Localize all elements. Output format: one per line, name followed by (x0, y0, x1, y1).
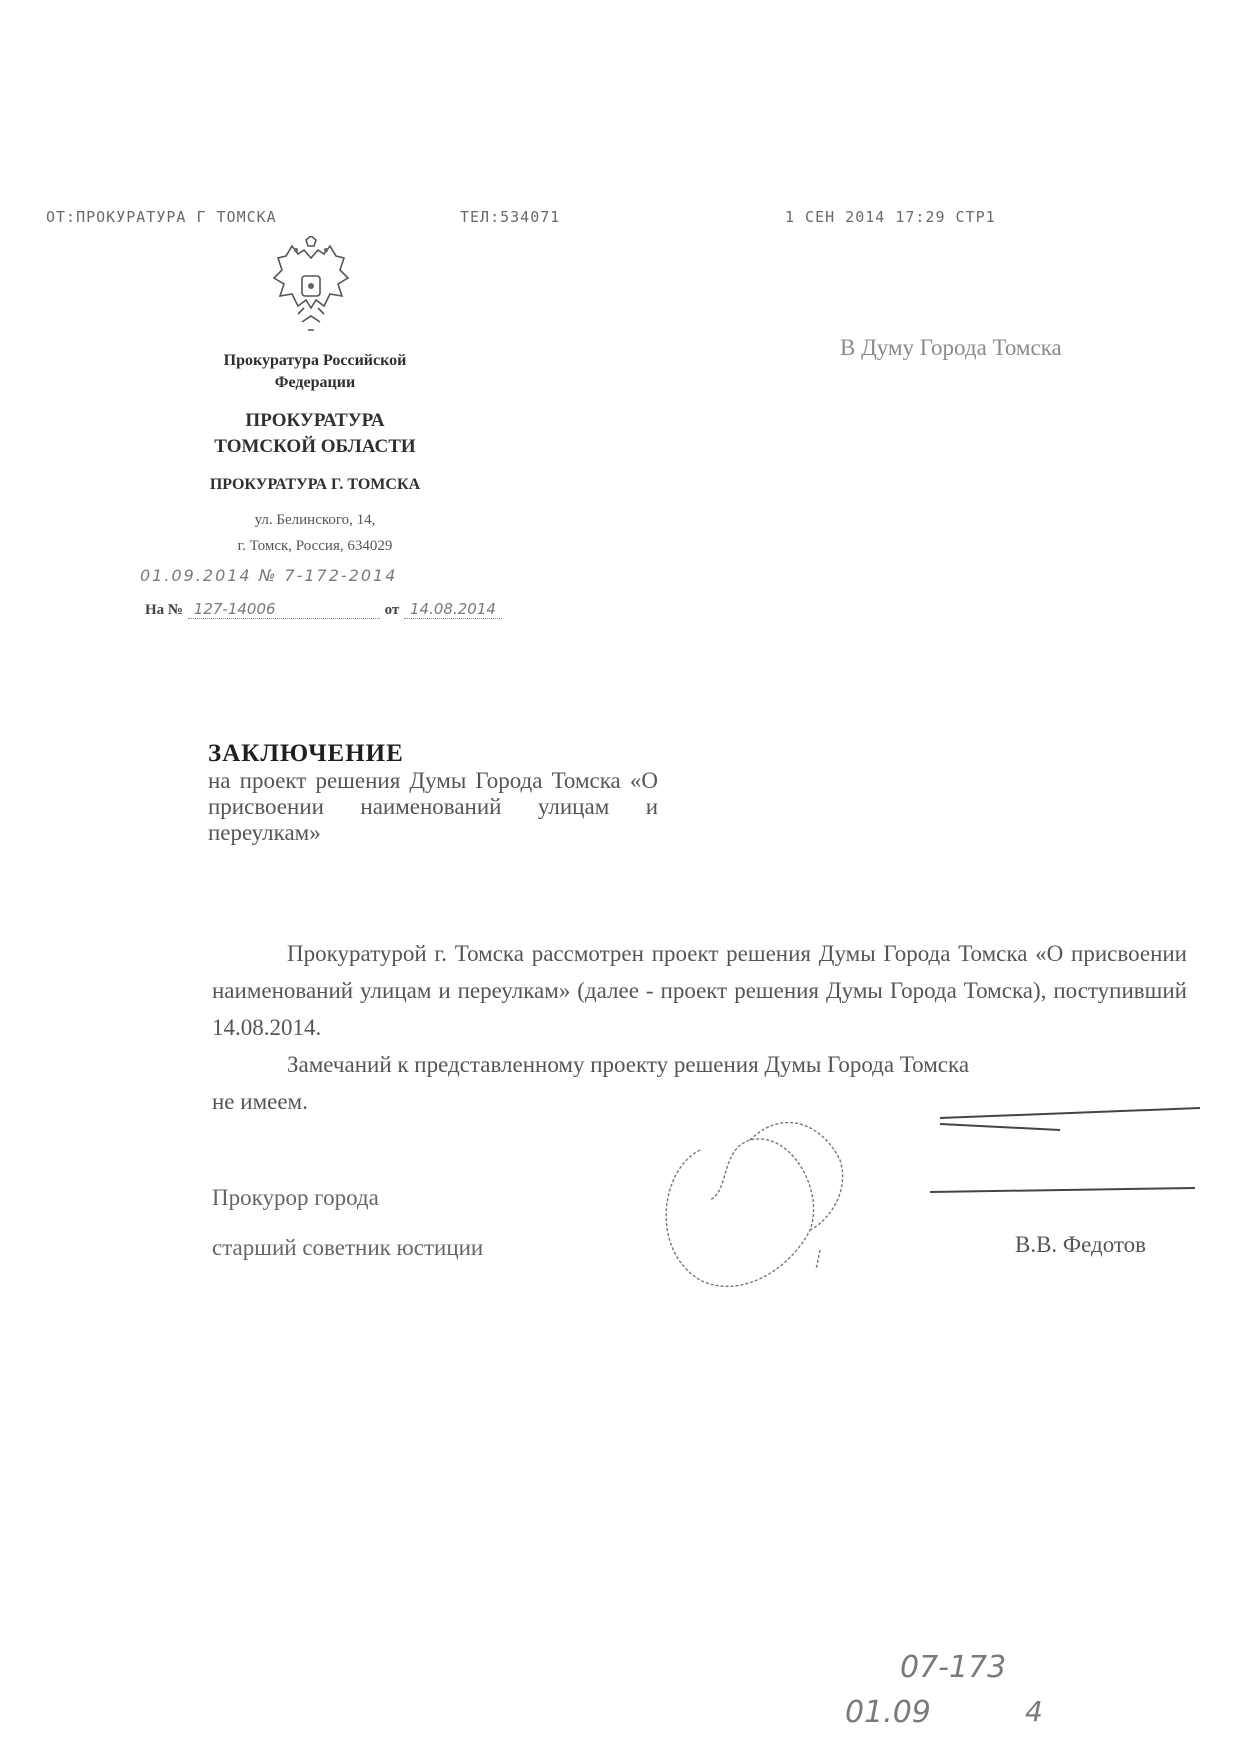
signature-position-line1: Прокурор города (212, 1185, 379, 1210)
handwritten-signature-icon (640, 1100, 1200, 1300)
body-paragraph-2: Замечаний к представленному проекту решения Думы Города Томска (287, 1052, 970, 1077)
handwritten-date: 01.09 (845, 1695, 931, 1730)
conclusion-subject: на проект решения Думы Города Томска «О присвоении наименований улицам и переулкам» (208, 768, 658, 845)
incoming-date: 14.08.2014 (404, 600, 502, 619)
letterhead-regional-line2: ТОМСКОЙ ОБЛАСТИ (214, 436, 416, 457)
handwritten-registration-number: 07-173 (900, 1650, 1007, 1685)
incoming-reference (145, 600, 502, 619)
letterhead-city-office: ПРОКУРАТУРА Г. ТОМСКА (209, 476, 421, 493)
body-paragraph-2-end: не имеем. (212, 1089, 308, 1114)
body-paragraph-1: Прокуратурой г. Томска рассмотрен проект решения Думы Города Томска «О присвоении наименований улицам и переулкам» (далее - проект решения Думы Города Томска), поступивший 14.08.2014. (212, 941, 1187, 1040)
incoming-label: На № (145, 602, 183, 618)
signature-position-line2: старший советник юстиции (212, 1235, 484, 1260)
signature-name: В.В. Федотов (1015, 1232, 1147, 1257)
letterhead-regional-line1: ПРОКУРАТУРА (245, 410, 385, 431)
coat-of-arms-icon (268, 236, 354, 334)
incoming-from-label: от (384, 602, 400, 618)
letterhead-org-line2: Федерации (274, 374, 356, 391)
body-text (212, 935, 1187, 1120)
letterhead-org-line1: Прокуратура Российской (223, 352, 407, 369)
conclusion-title: ЗАКЛЮЧЕНИЕ (208, 740, 404, 767)
incoming-number: 127-14006 (188, 600, 380, 619)
outgoing-reference: 01.09.2014 № 7-172-2014 (140, 566, 398, 585)
letterhead-address-line1: ул. Белинского, 14, (254, 512, 376, 528)
fax-header-from: ОТ:ПРОКУРАТУРА Г ТОМСКА (46, 208, 277, 226)
recipient: В Думу Города Томска (840, 335, 1062, 360)
handwritten-copy-count: 4 (1025, 1695, 1043, 1728)
fax-header-tel: ТЕЛ:534071 (460, 208, 561, 226)
fax-header-datetime: 1 СЕН 2014 17:29 СТР1 (785, 208, 996, 226)
letterhead-address-line2: г. Томск, Россия, 634029 (237, 538, 393, 554)
